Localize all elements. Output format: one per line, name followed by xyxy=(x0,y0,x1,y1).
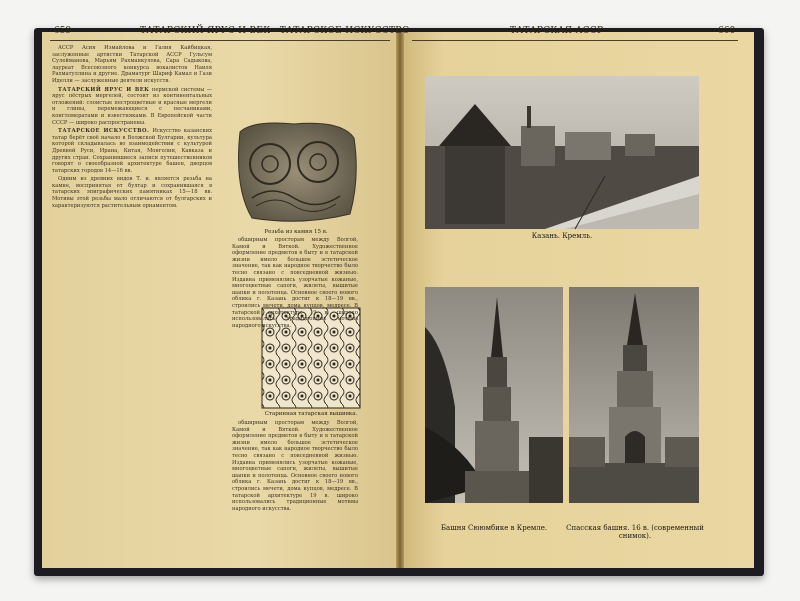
stone-carving-figure xyxy=(232,118,360,226)
syuyumbike-tower-photo xyxy=(425,287,563,503)
spasskaya-caption: Спасская башня. 16 в. (современный снимок). xyxy=(566,524,704,540)
stone-carving-caption: Резьба из камня 15 в. xyxy=(264,229,328,235)
intro-paragraph: АССР Асия Измайлова и Галия Кайбицкая, заслуженные артистки Татарской АССР Гульсум Сулейманова, Марьям Рахманкулова, Сара Садыкова, лауреат Всесоюзного конкурса вокалистов Наиля Рахматуллина и другие. Драматург Шариф Камал и Гази Иделли — заслуженные деятели искусств. xyxy=(52,45,212,84)
syuyumbike-caption: Башня Сююмбике в Кремле. xyxy=(440,524,548,532)
left-column-1 xyxy=(52,45,212,545)
left-column-2-text-lower xyxy=(232,420,358,546)
right-page-number: 660 xyxy=(718,26,736,36)
entry-tatar-art xyxy=(52,128,212,174)
left-column-2-text-upper xyxy=(232,237,358,329)
right-header-rule xyxy=(412,40,738,41)
entry-term-tatar-art: ТАТАРСКОЕ ИСКУССТВО. xyxy=(58,128,150,135)
right-running-head: ТАТАРСКАЯ АССР xyxy=(510,26,604,36)
continued-paragraph: Одним из древних видов Т. и. является резьба на камне, воспринятая от булгар и сохранившаяся в татарских эпиграфических памятниках 15—18 вв. Мотивы этой резьбы мало отличаются от булгарских и характеризуются растительным орнаментом. xyxy=(52,176,212,209)
column2-text-2: обширным просторам между Волгой, Камой и Вяткой. Художественное оформление предметов в быту и в татарской жизни имело большое эстетическое значение, так как народное творчество было тесно связано с повседневной жизнью. Издавна применялись узорчатые кожаные, многоцветные сапоги, жилеты, вышитые шапки и полотенца. Основное своего нового облика г. Казань достиг к 18—19 вв., строились мечети, дома купцов, медресе. В татарской архитектуре 19 в. широко использовались традиционные мотивы народного искусства. xyxy=(232,420,358,512)
left-header-rule xyxy=(50,40,390,41)
entry-text-tatar-stage: пермской системы — ярус пёстрых мергелей, состоит из континентальных отложений: слоистые пестроцветные и красные мергели и глины, перемежающиеся с песчаниками, конгломератами и известняками. В Европейской части СССР — широко распространены. xyxy=(52,86,212,126)
left-running-head: ТАТАРСКИЙ ЯРУС И ВЕК—ТАТАРСКОЕ ИСКУССТВО xyxy=(140,26,410,36)
entry-tatar-stage xyxy=(52,87,212,127)
entry-text-tatar-art: Искусство казанских татар берёт своё начало в Волжской Булгарии, культура которой складывалась во взаимодействии с культурой Древней Руси, Ирана, Китая, Монголии, Кавказа и других стран. Сохранившиеся записи путешественников говорят о своеобразной архитектуре башен, дворцов татарских городов 14—16 вв. xyxy=(52,128,213,174)
entry-term-tatar-stage: ТАТАРСКИЙ ЯРУС И ВЕК xyxy=(58,86,150,93)
kremlin-photo xyxy=(425,76,699,229)
spasskaya-tower-photo xyxy=(569,287,699,503)
kremlin-photo-caption: Казань. Кремль. xyxy=(531,232,593,240)
left-page-number: 659 xyxy=(54,26,72,36)
column2-text-1: обширным просторам между Волгой, Камой и Вяткой. Художественное оформление предметов в быту и в татарской жизни имело большое эстетическое значение, так как народное творчество было тесно связано с повседневной жизнью. Издавна применялись узорчатые кожаные, многоцветные сапоги, жилеты, вышитые шапки и полотенца. Основное своего нового облика г. Казань достиг к 18—19 вв., строились мечети, дома купцов, медресе. В татарской архитектуре 19 в. широко использовались традиционные мотивы народного искусства. xyxy=(232,237,358,329)
book-gutter xyxy=(396,32,404,568)
embroidery-caption: Старинная татарская вышивка. xyxy=(264,411,358,417)
